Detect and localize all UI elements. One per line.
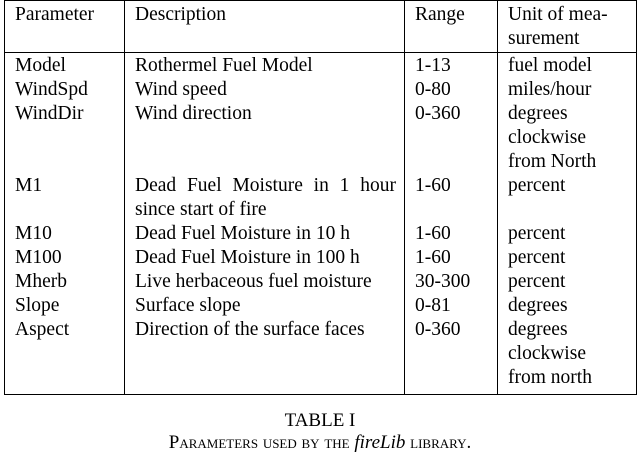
caption-text: [0, 432, 640, 454]
header-unit: [498, 1, 637, 53]
cell-unit: percent: [498, 174, 637, 222]
header-row: [5, 1, 637, 53]
cell-unit: degrees: [498, 294, 637, 318]
cell-range: 1-60: [405, 222, 498, 246]
cell-range: 30-300: [405, 270, 498, 294]
cell-parameter: M100: [5, 246, 125, 270]
cell-description: Dead Fuel Moisture in 1 hour since start of fire: [125, 174, 405, 222]
caption-text-before: Parameters used by the: [168, 432, 355, 453]
cell-parameter: WindSpd: [5, 78, 125, 102]
cell-unit: percent: [498, 270, 637, 294]
cell-parameter: M10: [5, 222, 125, 246]
parameters-table-container: [4, 0, 636, 395]
cell-description: Live herbaceous fuel moisture: [125, 270, 405, 294]
cell-description: Dead Fuel Moisture in 10 h: [125, 222, 405, 246]
table-row: [5, 246, 637, 270]
table-row: [5, 78, 637, 102]
caption-label: TABLE I: [284, 410, 356, 431]
table-row: [5, 53, 637, 79]
cell-range: 1-60: [405, 246, 498, 270]
cell-unit: [498, 318, 637, 395]
cell-range: 0-360: [405, 318, 498, 395]
table-row: [5, 294, 637, 318]
table-row: [5, 222, 637, 246]
text-line: clockwise: [508, 343, 586, 364]
cell-description: Wind speed: [125, 78, 405, 102]
table-header: [5, 1, 637, 53]
cell-parameter: M1: [5, 174, 125, 222]
caption-text-after: library.: [405, 432, 472, 453]
caption-text-italic: fireLib: [354, 432, 406, 453]
table-row: [5, 270, 637, 294]
cell-unit: [498, 102, 637, 174]
cell-description: Direction of the surface faces: [125, 318, 405, 395]
table-row: [5, 318, 637, 395]
text-line: from North: [508, 151, 597, 172]
cell-range: 0-81: [405, 294, 498, 318]
cell-description: Rothermel Fuel Model: [125, 53, 405, 79]
cell-description: Wind direction: [125, 102, 405, 174]
table-row: [5, 102, 637, 174]
header-unit-line-1: Unit of mea-: [508, 4, 608, 25]
cell-range: 1-60: [405, 174, 498, 222]
cell-unit: percent: [498, 222, 637, 246]
cell-range: 0-360: [405, 102, 498, 174]
cell-parameter: Aspect: [5, 318, 125, 395]
cell-parameter: Model: [5, 53, 125, 79]
cell-range: 1-13: [405, 53, 498, 79]
text-line: degrees: [508, 103, 568, 124]
header-description: Description: [125, 1, 405, 53]
cell-description: Dead Fuel Moisture in 100 h: [125, 246, 405, 270]
table-row: [5, 174, 637, 222]
cell-unit: fuel model: [498, 53, 637, 79]
text-line: clockwise: [508, 127, 586, 148]
cell-description: Surface slope: [125, 294, 405, 318]
cell-range: 0-80: [405, 78, 498, 102]
cell-parameter: WindDir: [5, 102, 125, 174]
cell-unit: miles/hour: [498, 78, 637, 102]
cell-parameter: Mherb: [5, 270, 125, 294]
header-parameter: Parameter: [5, 1, 125, 53]
text-line: degrees: [508, 319, 568, 340]
text-line: from north: [508, 367, 592, 388]
header-unit-line-2: surement: [508, 28, 580, 49]
header-range: Range: [405, 1, 498, 53]
table-body: [5, 53, 637, 395]
parameters-table: [4, 0, 637, 395]
cell-parameter: Slope: [5, 294, 125, 318]
cell-unit: percent: [498, 246, 637, 270]
table-caption: [0, 410, 640, 454]
